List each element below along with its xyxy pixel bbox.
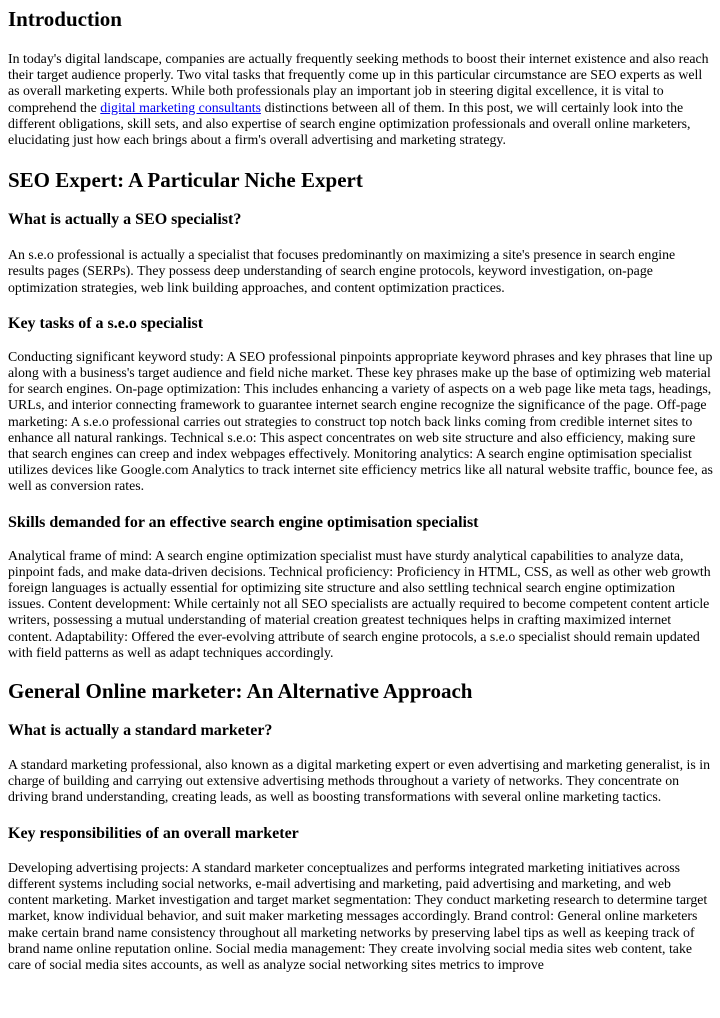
seo-what-heading: What is actually a SEO specialist? <box>8 211 242 229</box>
general-what-paragraph: A standard marketing professional, also known as a digital marketing expert or even advertising and marketing generalist, is in charge of building and carrying out extensive advertising methods throughout a variety of networks. They concentrate on driving brand understanding, creating leads, as well as boosting transformations with several online marketing tactics. <box>8 757 710 805</box>
article <box>8 0 714 973</box>
general-responsibilities-paragraph: Developing advertising projects: A standard marketer conceptualizes and performs integrated marketing initiatives across different systems including social networks, e-mail advertising and marketing, paid advertising and marketing, and web content marketing. Market investigation and target market segmentation: They conduct marketing research to determine target market, know individual behavior, and suit maker marketing messages accordingly. Brand control: General online marketers make certain brand name consistency throughout all marketing networks by preserving label tips as well as keeping track of brand name online reputation online. Social media management: They create involving social media sites web content, take care of social media sites accounts, as well as analyze social networking sites metrics to improve <box>8 859 708 972</box>
seo-tasks-paragraph: Conducting significant keyword study: A SEO professional pinpoints appropriate keyword phrases and key phrases that line up along with a business's target audience and field niche market. These key phrases make up the base of optimizing web material for search engines. On-page optimization: This includes enhancing a variety of aspects on a web page like meta tags, headings, URLs, and interior connecting framework to guarantee internet search engine recognize the significance of the page. Off-page marketing: A s.e.o professional carries out strategies to construct top notch back links coming from credible internet sites to enhance all natural rankings. Technical s.e.o: This aspect concentrates on web site structure and also efficiency, making sure that search engines can creep and index webpages effectively. Monitoring analytics: A search engine optimisation specialist utilizes devices like Google.com Analytics to track internet site efficiency metrics like all natural website traffic, bounce fee, as well as conversion rates. <box>8 348 713 494</box>
intro-text-after-link: distinctions between all of them. In this post, we will certainly look into the different obligations, skill sets, and also expertise of search engine optimization professionals and overall online marketers, elucidating just how each brings about a firm's overall advertising and marketing strategy. <box>8 99 691 148</box>
seo-expert-heading: SEO Expert: A Particular Niche Expert <box>8 168 363 193</box>
introduction-paragraph <box>8 51 714 148</box>
general-what-heading: What is actually a standard marketer? <box>8 722 273 740</box>
seo-skills-paragraph: Analytical frame of mind: A search engine optimization specialist must have sturdy analytical capabilities to analyze data, pinpoint fads, and make data-driven decisions. Technical proficiency: Proficiency in HTML, CSS, as well as other web growth foreign languages is actually essential for optimizing site structure and also settling technical search engine optimization issues. Content development: While certainly not all SEO specialists are actually required to become competent content article writers, possessing a mutual understanding of material creation greatest techniques helps in crafting maximized internet content. Adaptability: Offered the ever-evolving attribute of search engine protocols, a s.e.o specialist should remain updated with field patterns as well as adapt techniques accordingly. <box>8 547 711 660</box>
general-responsibilities-heading: Key responsibilities of an overall marketer <box>8 824 299 842</box>
digital-marketing-consultants-link[interactable]: digital marketing consultants <box>100 99 261 115</box>
seo-tasks-heading: Key tasks of a s.e.o specialist <box>8 314 204 332</box>
seo-what-paragraph: An s.e.o professional is actually a specialist that focuses predominantly on maximizing a site's presence in search engine results pages (SERPs). They possess deep understanding of search engine protocols, keyword investigation, on-page optimization strategies, web link building approaches, and content optimization practices. <box>8 247 676 295</box>
general-marketer-heading: General Online marketer: An Alternative Approach <box>8 679 473 704</box>
intro-text-before-link: In today's digital landscape, companies are actually frequently seeking methods to boost their internet existence and also reach their target audience properly. Two vital tasks that frequently come up in this particular circumstance are SEO experts as well as overall marketing experts. While both professionals play an important job in steering digital excellence, it is vital to comprehend the <box>8 51 709 115</box>
introduction-heading: Introduction <box>8 7 122 31</box>
seo-skills-heading: Skills demanded for an effective search engine optimisation specialist <box>8 513 479 531</box>
